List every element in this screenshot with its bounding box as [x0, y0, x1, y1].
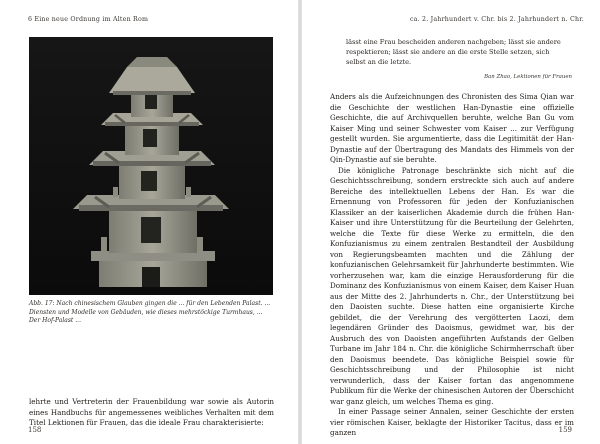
quote-source: Ban Zhao, Lektionen für Frauen [484, 74, 572, 80]
pottery-tower-image [29, 37, 273, 295]
right-paragraph-1: Anders als die Aufzeichnungen des Chronisten des Sima Qian war die Geschichte der westlichen Han-Dynastie eine offizielle Geschichte, die auf Archivquellen beruhte, welche Ban Gu vom Kaiser Ming und seiner Schwester vom Kaiser ... zur Verfügung gestellt wurden. Sie argumentierte, dass die Legitimität der Han-Dynastie auf der Übertragung des Mandats des Himmels von der Qin-Dynastie auf sie beruhte. [330, 92, 574, 164]
running-head-right: ca. 2. Jahrhundert v. Chr. bis 2. Jahrhundert n. Chr. [409, 16, 584, 23]
left-paragraph: lehrte und Vertreterin der Frauenbildung war sowie als Autorin eines Handbuchs für angemessenes weibliches Verhalten mit dem Titel Lektionen für Frauen, das die ideale Frau charakterisierte: [29, 397, 274, 427]
left-body-text [29, 397, 274, 429]
block-quote: lässt eine Frau bescheiden anderen nachgeben; lässt sie andere respektieren; lässt sie andere an die erste Stelle setzen, sich selbst an die letzte. [346, 38, 561, 66]
page-number-left: 158 [28, 426, 42, 434]
right-paragraph-2: Die königliche Patronage beschränkte sich nicht auf die Geschichtsschreibung, sondern erstreckte sich auch auf andere Bereiche des intellektuellen Lebens der Han. Es war die Ernennung von Professoren für jeden der Konfuzianischen Klassiker an der kaiserlichen Akademie durch die frühen Han-Kaiser und ihre Unterstützung für die Beurteilung der Gelehrten, welche die Texte für diese Werke zu ermitteln, die den Konfuzianismus zu einem zentralen Bestandteil der Ausbildung von Regierungsbeamten machten und die Zählung der konfuzianischen Gelehrsamkeit für Jahrhunderte bestimmten. Wie vorherzusehen war, kam die einzige Herausforderung für die Dominanz des Konfuzianismus von einem Kaiser, dem Kaiser Huan aus der Mitte des 2. Jahrhunderts n. Chr., der Unterstützung bei den Daoisten suchte. Diese hatten eine organisierte Kirche gebildet, die der Verehrung des vergötterten Laozi, dem legendären Gründer des Daoismus, gewidmet war, bis der Ausbruch des von Daoisten angeführten Aufstands der Gelben Turbane im Jahr 184 n. Chr. die königliche Schirmherrschaft über den Daoismus beendete. Das königliche Beispiel sowie für Geschichtsschreibung und der Philosophie ist nicht verwunderlich, dass der Kaiser fortan das angenommene Publikum für die Werke der chinesischen Autoren der Überschicht war ganz gleich, um welches Thema es ging. [330, 165, 574, 406]
left-page [0, 0, 298, 444]
right-page [302, 0, 600, 444]
tower-figure [29, 37, 273, 295]
figure-caption: Abb. 17: Nach chinesischem Glauben gingen die ... für den Lebenden Palast. ... Diensten und Modelle von Gebäuden, wie dieses mehrstöckige Turmhaus, ... Der Hof-Palast ... [29, 300, 271, 325]
right-paragraph-3: In einer Passage seiner Annalen, seiner Geschichte der ersten vier römischen Kaiser, beklagte der Historiker Tacitus, dass er im ganzen [330, 407, 574, 437]
running-head-left: 6 Eine neue Ordnung im Alten Rom [28, 16, 149, 23]
right-body-text [330, 92, 574, 439]
page-number-right: 159 [558, 426, 572, 434]
